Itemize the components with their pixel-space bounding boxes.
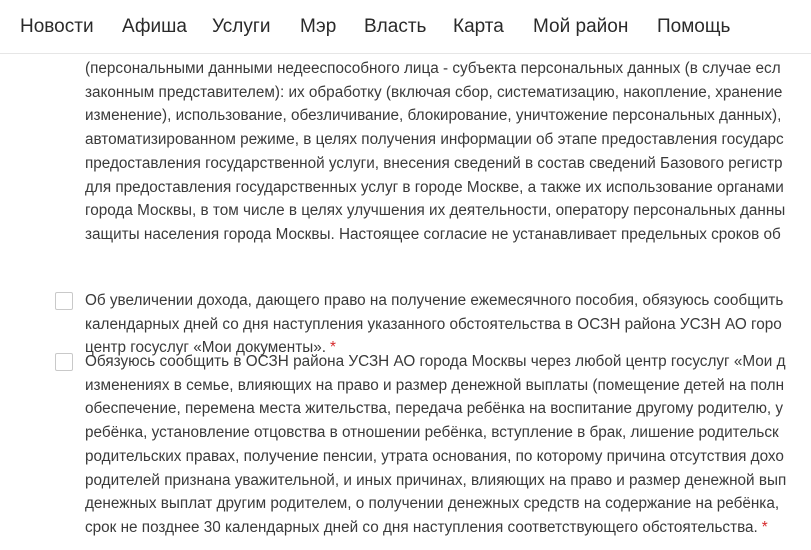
nav-item-map[interactable]: Карта — [453, 16, 504, 37]
consent-form — [0, 54, 811, 550]
family-line-text: срок не позднее 30 календарных дней со дня наступления соответствующего обстоятельства. — [85, 518, 758, 536]
nav-item-services[interactable]: Услуги — [212, 16, 271, 37]
top-navigation — [0, 0, 811, 54]
income-line: календарных дней со дня наступления указанного обстоятельства в ОСЗН района УСЗН АО горо — [85, 315, 782, 333]
income-line: Об увеличении дохода, дающего право на получение ежемесячного пособия, обязуюсь сообщить — [85, 292, 784, 309]
consent-line: (персональными данными недееспособного лица - субъекта персональных данных (в случае есл — [85, 60, 781, 77]
family-line: родительских правах, получение пенсии, утрата основания, по которому причина отсутствия дохо — [85, 447, 784, 465]
nav-item-government[interactable]: Власть — [364, 16, 427, 37]
nav-item-my-district[interactable]: Мой район — [533, 16, 629, 37]
nav-item-help[interactable]: Помощь — [657, 16, 731, 37]
nav-item-afisha[interactable]: Афиша — [122, 16, 187, 37]
family-line: денежных выплат другим родителем, о получении денежных средств на содержание на ребёнка, — [85, 495, 780, 513]
consent-line: изменение), использование, обезличивание, блокирование, уничтожение персональных данных), — [85, 107, 782, 125]
family-line: ребёнка, установление отцовства в отношении ребёнка, вступление в брак, лишение родительск — [85, 424, 779, 442]
income-increase-checkbox[interactable] — [55, 292, 73, 310]
consent-line: предоставления государственной услуги, внесения сведений в состав сведений Базового регистр — [85, 154, 783, 172]
family-line: обеспечение, перемена места жительства, передача ребёнка на воспитание другому родителю, у — [85, 400, 784, 418]
family-line: Обязуюсь сообщить в ОСЗН района УСЗН АО города Москвы через любой центр госуслуг «Мои д — [85, 353, 786, 370]
family-line: изменениях в семье, влияющих на право и размер денежной выплаты (помещение детей на полн — [85, 376, 785, 394]
consent-line: защиты населения города Москвы. Настоящее согласие не устанавливает предельных сроков об — [85, 225, 781, 243]
personal-data-consent-text — [85, 57, 785, 247]
consent-line: автоматизированном режиме, в целях получения информации об этапе предоставления государс — [85, 131, 784, 149]
family-changes-checkbox[interactable] — [55, 353, 73, 371]
required-asterisk: * — [329, 339, 336, 357]
consent-line: города Москвы, в том числе в целях улучшения их деятельности, оператору персональных данны — [85, 202, 786, 220]
consent-line: законным представителем): их обработку (включая сбор, систематизацию, накопление, хранение — [85, 83, 783, 101]
income-line-text: центр госуслуг «Мои документы». — [85, 339, 326, 357]
family-line: родителей признана уважительной, и иных причинах, влияющих на право и размер денежной вып — [85, 471, 787, 489]
family-changes-label — [85, 350, 786, 540]
family-line — [85, 516, 786, 540]
nav-item-news[interactable]: Новости — [20, 16, 94, 37]
required-asterisk: * — [761, 518, 768, 536]
nav-item-mayor[interactable]: Мэр — [300, 16, 337, 37]
consent-line: для предоставления государственных услуг в городе Москве, а также их использование органами — [85, 178, 784, 196]
